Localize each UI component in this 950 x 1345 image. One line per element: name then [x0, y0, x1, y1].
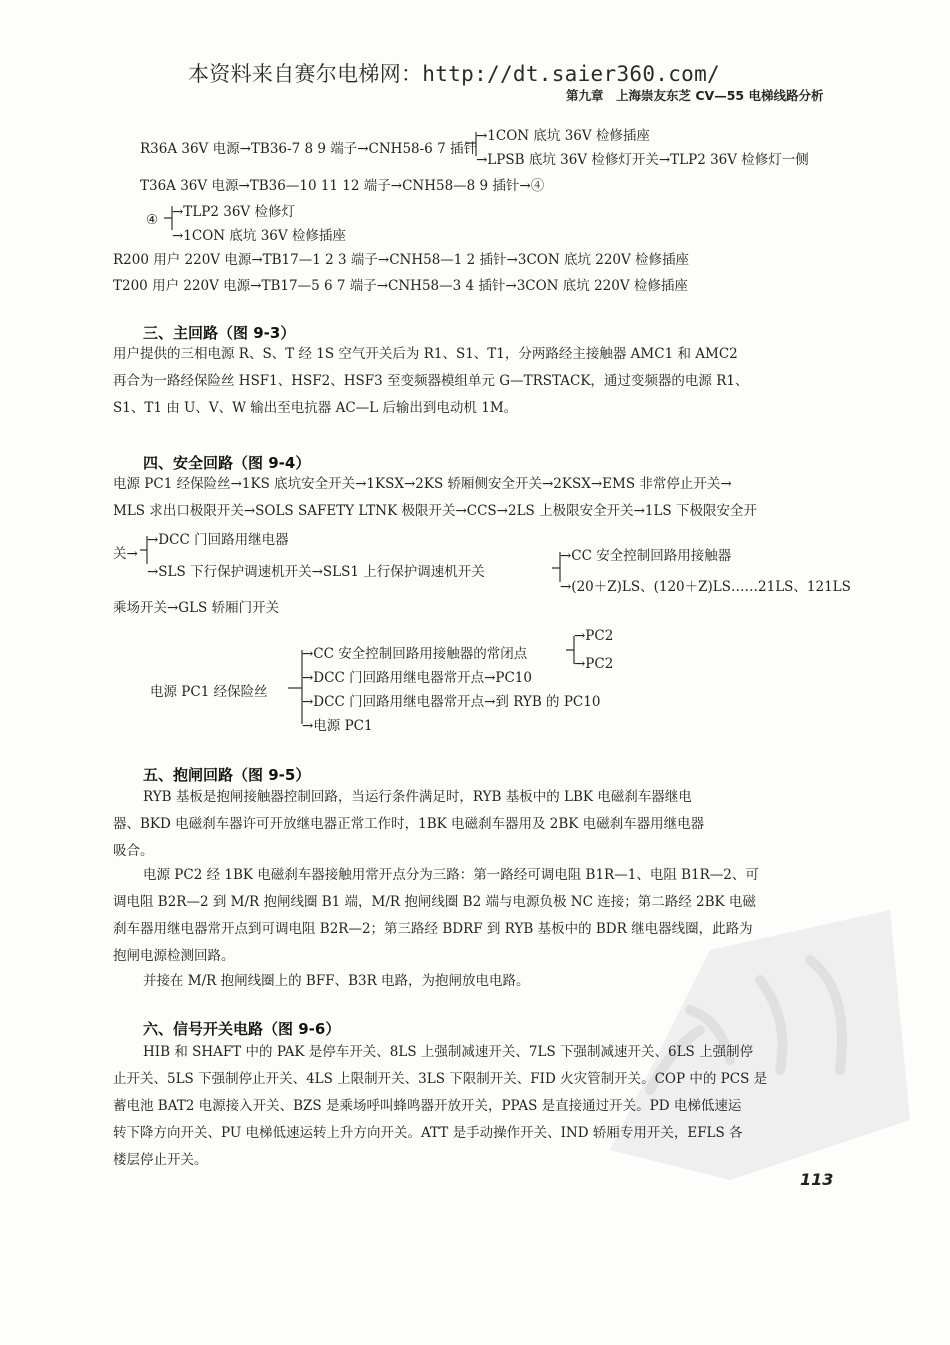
section5-heading: 五、抱闸回路（图 9-5）: [143, 766, 311, 784]
r36a-line: R36A 36V 电源→TB36-7 8 9 端子→CNH58-6 7 插针: [140, 141, 477, 157]
section6-line-4: 转下降方向开关、PU 电梯低速运转上升方向开关。ATT 是手动操作开关、IND 轿厢专用开关，EFLS 各: [113, 1125, 743, 1141]
pc2-branch-1: →PC2: [574, 628, 614, 644]
section6-heading: 六、信号开关电路（图 9-6）: [143, 1020, 341, 1038]
pc2-branch-2: →PC2: [574, 656, 614, 672]
t36a-line: T36A 36V 电源→TB36—10 11 12 端子→CNH58—8 9 插针→④: [140, 178, 545, 194]
circle-marker: ④: [146, 212, 159, 228]
running-header: 第九章 上海崇友东芝 CV—55 电梯线路分析: [566, 88, 824, 103]
section6-line-2: 止开关、5LS 下强制停止开关、4LS 上限制开关、3LS 下限制开关、FID 火灾管制开关。COP 中的 PCS 是: [113, 1071, 768, 1087]
section5-line-4: 电源 PC2 经 1BK 电磁刹车器接触用常开点分为三路：第一路经可调电阻 B1R—1、电阻 B1R—2、可: [143, 867, 759, 883]
section5-line-8: 并接在 M/R 抱闸线圈上的 BFF、B3R 电路，为抱闸放电电路。: [143, 973, 530, 989]
page-number: 113: [800, 1170, 834, 1189]
section4-line3-prefix: 关→: [113, 546, 138, 562]
section4-heading: 四、安全回路（图 9-4）: [143, 454, 311, 472]
section4-line-2: MLS 求出口极限开关→SOLS SAFETY LTNK 极限开关→CCS→2LS 上极限安全开关→1LS 下极限安全开: [113, 503, 757, 519]
section6-line-5: 楼层停止开关。: [113, 1152, 208, 1168]
section6-line-3: 蓄电池 BAT2 电源接入开关、BZS 是乘场呼叫蜂鸣器开放开关，PPAS 是直接通过开关。PD 电梯低速运: [113, 1098, 742, 1114]
circle-branch-2: →1CON 底坑 36V 检修插座: [172, 228, 346, 244]
safety-branch-sls: →SLS 下行保护调速机开关→SLS1 上行保护调速机开关: [147, 564, 485, 580]
r36a-branch-2: →LPSB 底坑 36V 检修灯开关→TLP2 36V 检修灯一侧: [476, 152, 809, 168]
r200-line: R200 用户 220V 电源→TB17—1 2 3 端子→CNH58—1 2 插针→3CON 底坑 220V 检修插座: [113, 252, 690, 268]
section5-line-5: 调电阻 B2R—2 到 M/R 抱闸线圈 B1 端，M/R 抱闸线圈 B2 端与电源负极 NC 连接；第二路经 2BK 电磁: [113, 894, 756, 910]
pc1-branch-4: →电源 PC1: [302, 718, 373, 734]
section3-line-2: 再合为一路经保险丝 HSF1、HSF2、HSF3 至变频器模组单元 G—TRSTACK，通过变频器的电源 R1、: [113, 373, 749, 389]
circle-branch-1: →TLP2 36V 检修灯: [172, 204, 295, 220]
section4-line-after: 乘场开关→GLS 轿厢门开关: [113, 600, 280, 616]
pc1-prefix: 电源 PC1 经保险丝: [150, 684, 268, 700]
section6-line-1: HIB 和 SHAFT 中的 PAK 是停车开关、8LS 上强制减速开关、7LS 下强制减速开关、6LS 上强制停: [143, 1044, 754, 1060]
pc1-branch-1: →CC 安全控制回路用接触器的常闭点: [302, 646, 528, 662]
pc1-branch-2: →DCC 门回路用继电器常开点→PC10: [302, 670, 532, 686]
section5-line-7: 抱闸电源检测回路。: [113, 948, 235, 964]
pc1-branch-3: →DCC 门回路用继电器常开点→到 RYB 的 PC10: [302, 694, 601, 710]
section5-line-2: 器、BKD 电磁刹车器许可开放继电器正常工作时，1BK 电磁刹车器用及 2BK 电磁刹车器用继电器: [113, 816, 705, 832]
section3-line-1: 用户提供的三相电源 R、S、T 经 1S 空气开关后为 R1、S1、T1，分两路经主接触器 AMC1 和 AMC2: [113, 346, 738, 362]
section5-line-3: 吸合。: [113, 843, 154, 859]
section4-line-1: 电源 PC1 经保险丝→1KS 底坑安全开关→1KSX→2KS 轿厢侧安全开关→2KSX→EMS 非常停止开关→: [113, 476, 732, 492]
t200-line: T200 用户 220V 电源→TB17—5 6 7 端子→CNH58—3 4 插针→3CON 底坑 220V 检修插座: [113, 278, 688, 294]
r36a-branch-1: →1CON 底坑 36V 检修插座: [476, 128, 650, 144]
section5-line-6: 刹车器用继电器常开点到可调电阻 B2R—2；第三路经 BDRF 到 RYB 基板中的 BDR 继电器线圈，此路为: [113, 921, 753, 937]
safety-branch-dcc: →DCC 门回路用继电器: [147, 532, 289, 548]
watermark-text: 本资料来自赛尔电梯网：http://dt.saier360.com/: [188, 62, 720, 86]
section3-heading: 三、主回路（图 9-3）: [143, 324, 296, 342]
safety-sub-cc: →CC 安全控制回路用接触器: [560, 548, 732, 564]
safety-sub-ls: →(20＋Z)LS、(120＋Z)LS……21LS、121LS: [560, 579, 851, 595]
section3-line-3: S1、T1 由 U、V、W 输出至电抗器 AC—L 后输出到电动机 1M。: [113, 400, 518, 416]
section5-line-1: RYB 基板是抱闸接触器控制回路，当运行条件满足时，RYB 基板中的 LBK 电磁刹车器继电: [143, 789, 692, 805]
